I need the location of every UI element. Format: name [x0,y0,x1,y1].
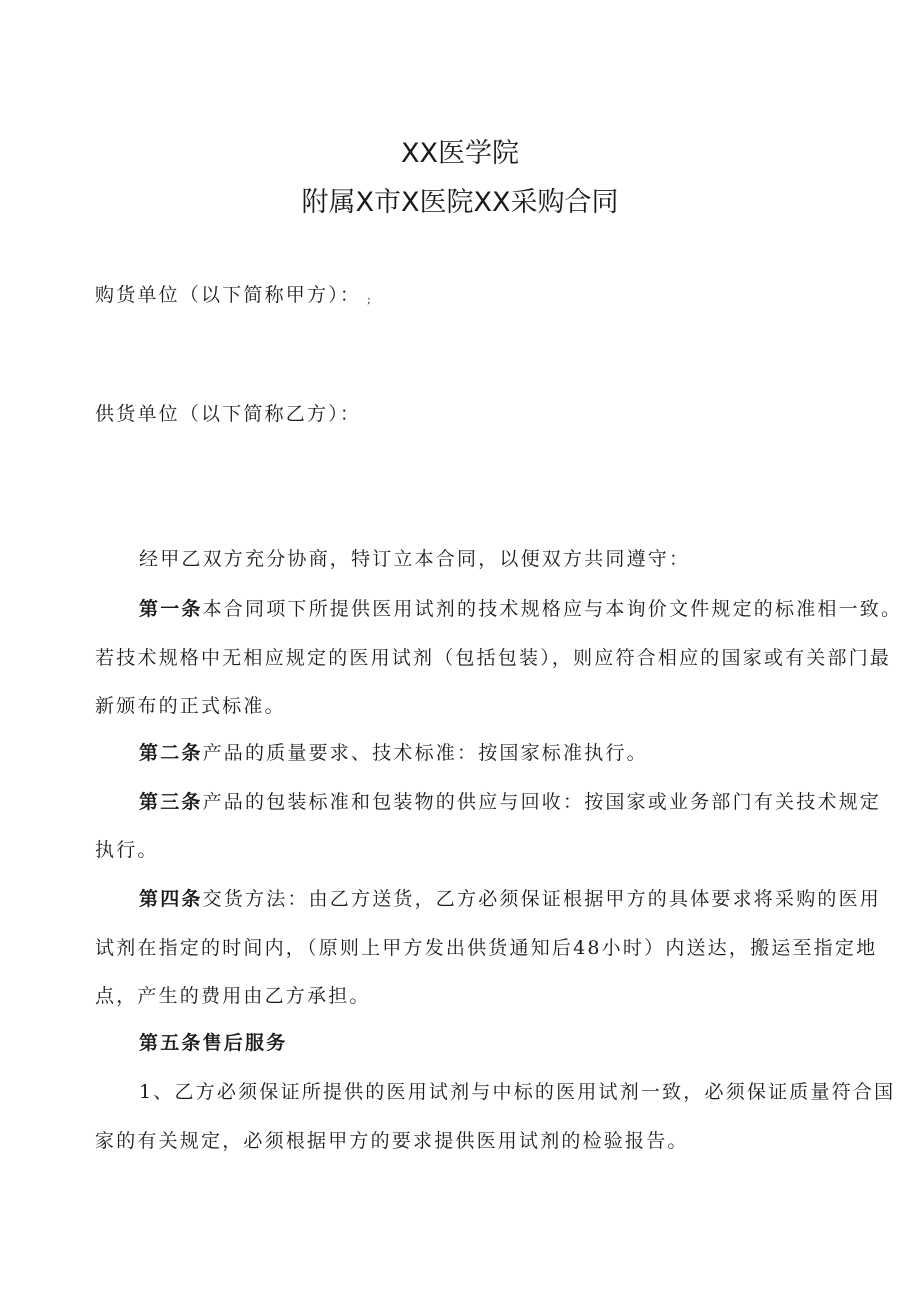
article4-line1 [139,884,899,911]
article3-line1 [139,787,899,814]
document-subtitle: 附属X市X医院XX采购合同 [301,187,619,218]
supplier-label: 供货单位（以下简称乙方）： [95,403,362,425]
article4-line3: 点，产生的费用由乙方承担。 [95,985,371,1007]
article3-text1: 产品的包装标准和包装物的供应与回收：按国家或业务部门有关技术规定 [202,791,882,813]
article4-text1: 交货方法：由乙方送货，乙方必须保证根据甲方的具体要求将采购的医用 [202,888,882,910]
article1-text1: 本合同项下所提供医用试剂的技术规格应与本询价文件规定的标准相一致。 [202,598,903,620]
article1-heading: 第一条 [139,598,203,620]
article1-line1 [139,594,903,621]
supplier-line [95,399,855,426]
article3-line2: 执行。 [95,839,159,861]
article3-heading: 第三条 [139,791,203,813]
article2-text1: 产品的质量要求、技术标准：按国家标准执行。 [202,742,648,764]
article1-line2: 若技术规格中无相应规定的医用试剂（包括包装），则应符合相应的国家或有关部门最 [95,647,892,669]
intro-paragraph: 经甲乙双方充分协商，特订立本合同，以便双方共同遵守： [139,548,691,570]
article4-heading: 第四条 [139,888,203,910]
article4-line2: 试剂在指定的时间内，（原则上甲方发出供货通知后48小时）内送达，搬运至指定地 [95,937,878,959]
buyer-line [95,280,855,307]
article2-line1 [139,738,899,765]
article1-line3: 新颁布的正式标准。 [95,695,286,717]
article2-heading: 第二条 [139,742,203,764]
article5-item1-line2: 家的有关规定，必须根据甲方的要求提供医用试剂的检验报告。 [95,1130,689,1152]
document-title: XX医学院 [401,138,519,169]
article5-item1-line1: 1、乙方必须保证所提供的医用试剂与中标的医用试剂一致，必须保证质量符合国 [139,1081,896,1103]
article5-heading: 第五条售后服务 [139,1032,288,1054]
buyer-mark: ; [367,293,374,306]
buyer-label: 购货单位（以下简称甲方）： [95,284,362,306]
